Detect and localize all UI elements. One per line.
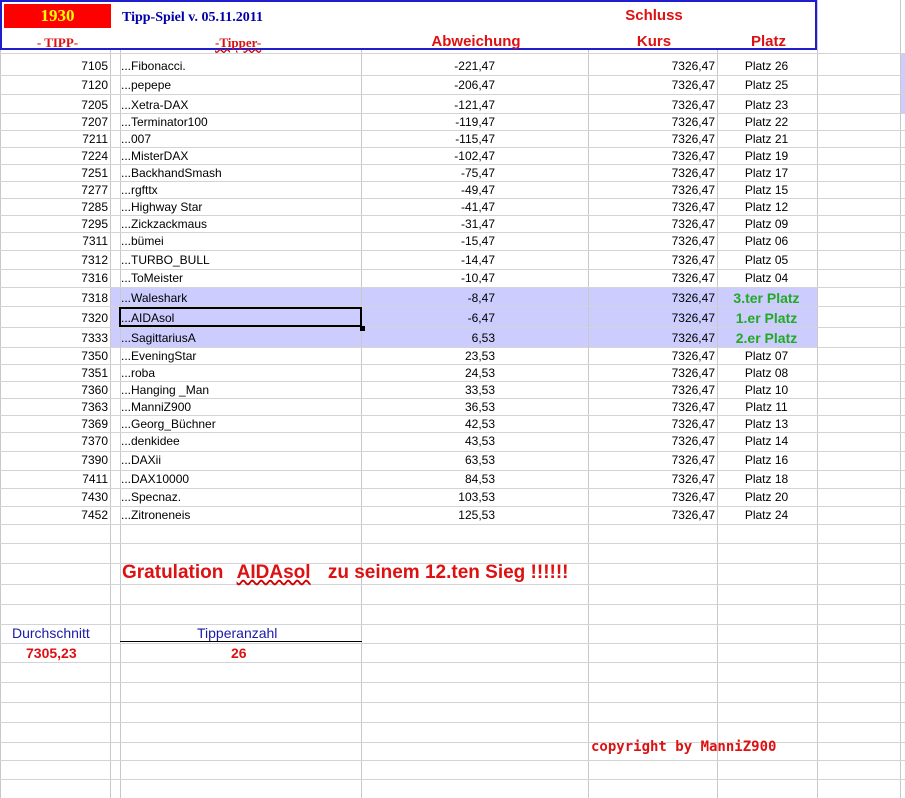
platz-cell[interactable]: Platz 25 (744, 78, 789, 92)
platz-cell[interactable]: 2.er Platz (735, 330, 798, 346)
abweichung-cell[interactable]: -31,47 (460, 217, 495, 231)
tipp-cell[interactable]: 7207 (81, 115, 108, 129)
tipp-cell[interactable]: 7452 (81, 508, 108, 522)
kurs-cell[interactable]: 7326,47 (671, 115, 715, 129)
grid-row-line (0, 524, 905, 525)
tipp-cell[interactable]: 7360 (81, 383, 108, 397)
abweichung-cell[interactable]: 103,53 (458, 490, 495, 504)
tipp-cell[interactable]: 7318 (81, 291, 108, 305)
abweichung-cell[interactable]: 23,53 (464, 349, 495, 363)
tipper-cell[interactable]: ...Fibonacci. (121, 59, 186, 73)
platz-cell[interactable]: Platz 16 (744, 453, 789, 467)
grid-row-line (0, 604, 905, 605)
kurs-cell[interactable]: 7326,47 (671, 271, 715, 285)
kurs-cell[interactable]: 7326,47 (671, 200, 715, 214)
abweichung-cell[interactable]: -6,47 (467, 311, 495, 325)
kurs-cell[interactable]: 7326,47 (671, 508, 715, 522)
tipper-cell[interactable]: ...ManniZ900 (121, 400, 192, 414)
platz-cell[interactable]: Platz 04 (744, 271, 789, 285)
tipper-cell[interactable]: ...Highway Star (121, 200, 203, 214)
kurs-cell[interactable]: 7326,47 (671, 366, 715, 380)
tipper-cell[interactable]: ...Waleshark (121, 291, 188, 305)
platz-cell[interactable]: Platz 15 (744, 183, 789, 197)
platz-cell[interactable]: Platz 08 (744, 366, 789, 380)
platz-cell[interactable]: Platz 07 (744, 349, 789, 363)
abweichung-cell[interactable]: 36,53 (464, 400, 495, 414)
tipper-cell[interactable]: ...pepepe (121, 78, 172, 92)
grid-row-line (0, 287, 905, 288)
grid-row-line (0, 543, 905, 544)
abweichung-cell[interactable]: 33,53 (464, 383, 495, 397)
grid-col-line (0, 0, 1, 798)
grid-row-line (0, 682, 905, 683)
abweichung-cell[interactable]: 84,53 (464, 472, 495, 486)
tipp-cell[interactable]: 7120 (81, 78, 108, 92)
grid-col-line (110, 0, 111, 798)
platz-header: Platz (750, 33, 786, 50)
platz-cell[interactable]: Platz 10 (744, 383, 789, 397)
grid-col-line (817, 0, 818, 798)
tipp-cell[interactable]: 7312 (81, 253, 108, 267)
kurs-cell[interactable]: 7326,47 (671, 78, 715, 92)
tipper-cell[interactable]: ...bümei (121, 234, 164, 248)
grid-col-line (900, 0, 901, 798)
abweichung-cell[interactable]: 6,53 (471, 331, 495, 345)
platz-cell[interactable]: Platz 23 (744, 98, 789, 112)
kurs-cell[interactable]: 7326,47 (671, 417, 715, 431)
kurs-cell[interactable]: 7326,47 (671, 234, 715, 248)
abweichung-cell[interactable]: -41,47 (460, 200, 495, 214)
abweichung-cell[interactable]: 24,53 (464, 366, 495, 380)
year-cell: 1930 (4, 4, 111, 28)
abweichung-cell[interactable]: -221,47 (454, 59, 495, 73)
platz-cell[interactable]: Platz 14 (744, 434, 789, 448)
kurs-cell[interactable]: 7326,47 (671, 291, 715, 305)
platz-cell[interactable]: Platz 19 (744, 149, 789, 163)
tipper-cell[interactable]: ...EveningStar (121, 349, 197, 363)
kurs-cell[interactable]: 7326,47 (671, 183, 715, 197)
tipper-cell[interactable]: ...Terminator100 (121, 115, 208, 129)
abweichung-header: Abweichung (431, 33, 521, 50)
schluss-header: Schluss (625, 7, 683, 24)
durchschnitt-value: 7305,23 (26, 645, 77, 661)
kurs-cell[interactable]: 7326,47 (671, 98, 715, 112)
tipper-cell[interactable]: ...007 (121, 132, 152, 146)
platz-cell[interactable]: Platz 05 (744, 253, 789, 267)
copyright: copyright by ManniZ900 (591, 739, 777, 755)
grid-row-line (0, 75, 905, 76)
tipp-cell[interactable]: 7251 (81, 166, 108, 180)
tipp-cell[interactable]: 7351 (81, 366, 108, 380)
tipperanzahl-label: Tipperanzahl (197, 625, 278, 641)
kurs-cell[interactable]: 7326,47 (671, 453, 715, 467)
tipp-cell[interactable]: 7369 (81, 417, 108, 431)
grid-row-line (0, 779, 905, 780)
kurs-cell[interactable]: 7326,47 (671, 311, 715, 325)
tipp-cell[interactable]: 7316 (81, 271, 108, 285)
tipp-cell[interactable]: 7333 (81, 331, 108, 345)
abweichung-cell[interactable]: -121,47 (454, 98, 495, 112)
tipper-cell[interactable]: ...roba (121, 366, 156, 380)
tipp-cell[interactable]: 7390 (81, 453, 108, 467)
tipp-cell[interactable]: 7285 (81, 200, 108, 214)
tipper-cell[interactable]: ...ToMeister (121, 271, 184, 285)
abweichung-cell[interactable]: -8,47 (467, 291, 495, 305)
tipp-cell[interactable]: 7311 (82, 234, 108, 248)
tipp-cell[interactable]: 7211 (82, 132, 108, 146)
tipper-cell[interactable]: ...Specnaz. (121, 490, 182, 504)
abweichung-cell[interactable]: -14,47 (460, 253, 495, 267)
header-box (0, 0, 817, 50)
abweichung-cell[interactable]: 42,53 (464, 417, 495, 431)
grid-row-line (0, 722, 905, 723)
abweichung-cell[interactable]: -102,47 (454, 149, 495, 163)
tipp-cell[interactable]: 7295 (81, 217, 108, 231)
tipp-cell[interactable]: 7363 (81, 400, 108, 414)
tipp-cell[interactable]: 7224 (81, 149, 108, 163)
grid-row-line (0, 250, 905, 251)
platz-cell[interactable]: Platz 22 (744, 115, 789, 129)
tipper-cell[interactable]: ...rgfttx (121, 183, 158, 197)
tipperanzahl-value: 26 (231, 645, 247, 661)
abweichung-cell[interactable]: -10,47 (460, 271, 495, 285)
platz-cell[interactable]: Platz 11 (745, 400, 788, 414)
tipper-cell[interactable]: ...BackhandSmash (121, 166, 222, 180)
kurs-cell[interactable]: 7326,47 (671, 434, 715, 448)
tipp-cell[interactable]: 7105 (81, 59, 108, 73)
kurs-cell[interactable]: 7326,47 (671, 472, 715, 486)
kurs-cell[interactable]: 7326,47 (671, 383, 715, 397)
tipp-cell[interactable]: 7430 (81, 490, 108, 504)
kurs-cell[interactable]: 7326,47 (671, 400, 715, 414)
tipper-cell[interactable]: ...DAXii (121, 453, 162, 467)
tipper-cell[interactable]: ...Zitroneneis (121, 508, 191, 522)
tipp-header: - TIPP- (36, 35, 79, 50)
gratulation-winner: AIDAsol (236, 562, 311, 583)
kurs-cell[interactable]: 7326,47 (671, 59, 715, 73)
tipper-cell[interactable]: ...denkidee (121, 434, 180, 448)
tipper-header: -Tipper- (215, 35, 262, 50)
gratulation-line (122, 563, 569, 583)
abweichung-cell[interactable]: 63,53 (464, 453, 495, 467)
platz-cell[interactable]: Platz 20 (744, 490, 789, 504)
tipp-cell[interactable]: 7277 (81, 183, 108, 197)
tipper-cell[interactable]: ...Hanging _Man (121, 383, 210, 397)
tipper-cell[interactable]: ...Georg_Büchner (121, 417, 216, 431)
tipp-cell[interactable]: 7320 (81, 311, 108, 325)
platz-cell[interactable]: Platz 06 (744, 234, 789, 248)
grid-row-line (0, 624, 905, 625)
kurs-cell[interactable]: 7326,47 (671, 349, 715, 363)
tipper-cell[interactable]: ...SagittariusA (121, 331, 196, 345)
gratulation-suffix: zu seinem 12.ten Sieg !!!!!! (327, 562, 569, 583)
abweichung-cell[interactable]: -119,47 (455, 115, 495, 129)
gratulation-prefix: Gratulation (122, 562, 224, 583)
kurs-cell[interactable]: 7326,47 (671, 166, 715, 180)
grid-row-line (0, 643, 905, 644)
tipper-cell[interactable]: ...TURBO_BULL (121, 253, 210, 267)
grid-row-line (0, 94, 905, 95)
fill-handle[interactable] (360, 326, 365, 331)
platz-cell[interactable]: Platz 18 (744, 472, 789, 486)
platz-cell[interactable]: 3.ter Platz (733, 290, 800, 306)
selected-cell[interactable] (119, 307, 362, 327)
kurs-cell[interactable]: 7326,47 (671, 132, 715, 146)
grid-row-line (0, 702, 905, 703)
kurs-cell[interactable]: 7326,47 (671, 149, 715, 163)
tipper-cell[interactable]: ...AIDAsol (121, 311, 175, 325)
tipper-cell[interactable]: ...DAX10000 (121, 472, 190, 486)
abweichung-cell[interactable]: -115,47 (455, 132, 495, 146)
abweichung-cell[interactable]: -206,47 (454, 78, 495, 92)
abweichung-cell[interactable]: -49,47 (460, 183, 495, 197)
platz-cell[interactable]: Platz 09 (744, 217, 789, 231)
game-title: Tipp-Spiel v. 05.11.2011 (122, 10, 263, 25)
grid-row-line (0, 760, 905, 761)
kurs-cell[interactable]: 7326,47 (671, 253, 715, 267)
grid-col-line (588, 0, 589, 798)
kurs-cell[interactable]: 7326,47 (671, 217, 715, 231)
grid-row-line (0, 327, 905, 328)
abweichung-cell[interactable]: -15,47 (460, 234, 495, 248)
tipp-cell[interactable]: 7370 (81, 434, 108, 448)
platz-cell[interactable]: 1.er Platz (735, 310, 798, 326)
tipp-cell[interactable]: 7411 (82, 472, 108, 486)
abweichung-cell[interactable]: 125,53 (458, 508, 495, 522)
tipper-cell[interactable]: ...Zickzackmaus (121, 217, 208, 231)
tipp-cell[interactable]: 7350 (81, 349, 108, 363)
grid-row-line (0, 662, 905, 663)
durchschnitt-label: Durchschnitt (12, 625, 90, 641)
grid-row-line (0, 584, 905, 585)
platz-cell[interactable]: Platz 26 (744, 59, 789, 73)
kurs-cell[interactable]: 7326,47 (671, 490, 715, 504)
abweichung-cell[interactable]: -75,47 (460, 166, 495, 180)
kurs-header: Kurs (636, 33, 672, 50)
platz-cell[interactable]: Platz 13 (744, 417, 789, 431)
kurs-cell[interactable]: 7326,47 (671, 331, 715, 345)
platz-cell[interactable]: Platz 12 (744, 200, 789, 214)
tipper-cell[interactable]: ...Xetra-DAX (121, 98, 189, 112)
platz-cell[interactable]: Platz 17 (744, 166, 789, 180)
platz-cell[interactable]: Platz 24 (744, 508, 789, 522)
grid-row-line (0, 53, 905, 54)
stats-underline (120, 641, 362, 642)
tipper-cell[interactable]: ...MisterDAX (121, 149, 189, 163)
platz-cell[interactable]: Platz 21 (744, 132, 789, 146)
tipp-cell[interactable]: 7205 (81, 98, 108, 112)
abweichung-cell[interactable]: 43,53 (464, 434, 495, 448)
